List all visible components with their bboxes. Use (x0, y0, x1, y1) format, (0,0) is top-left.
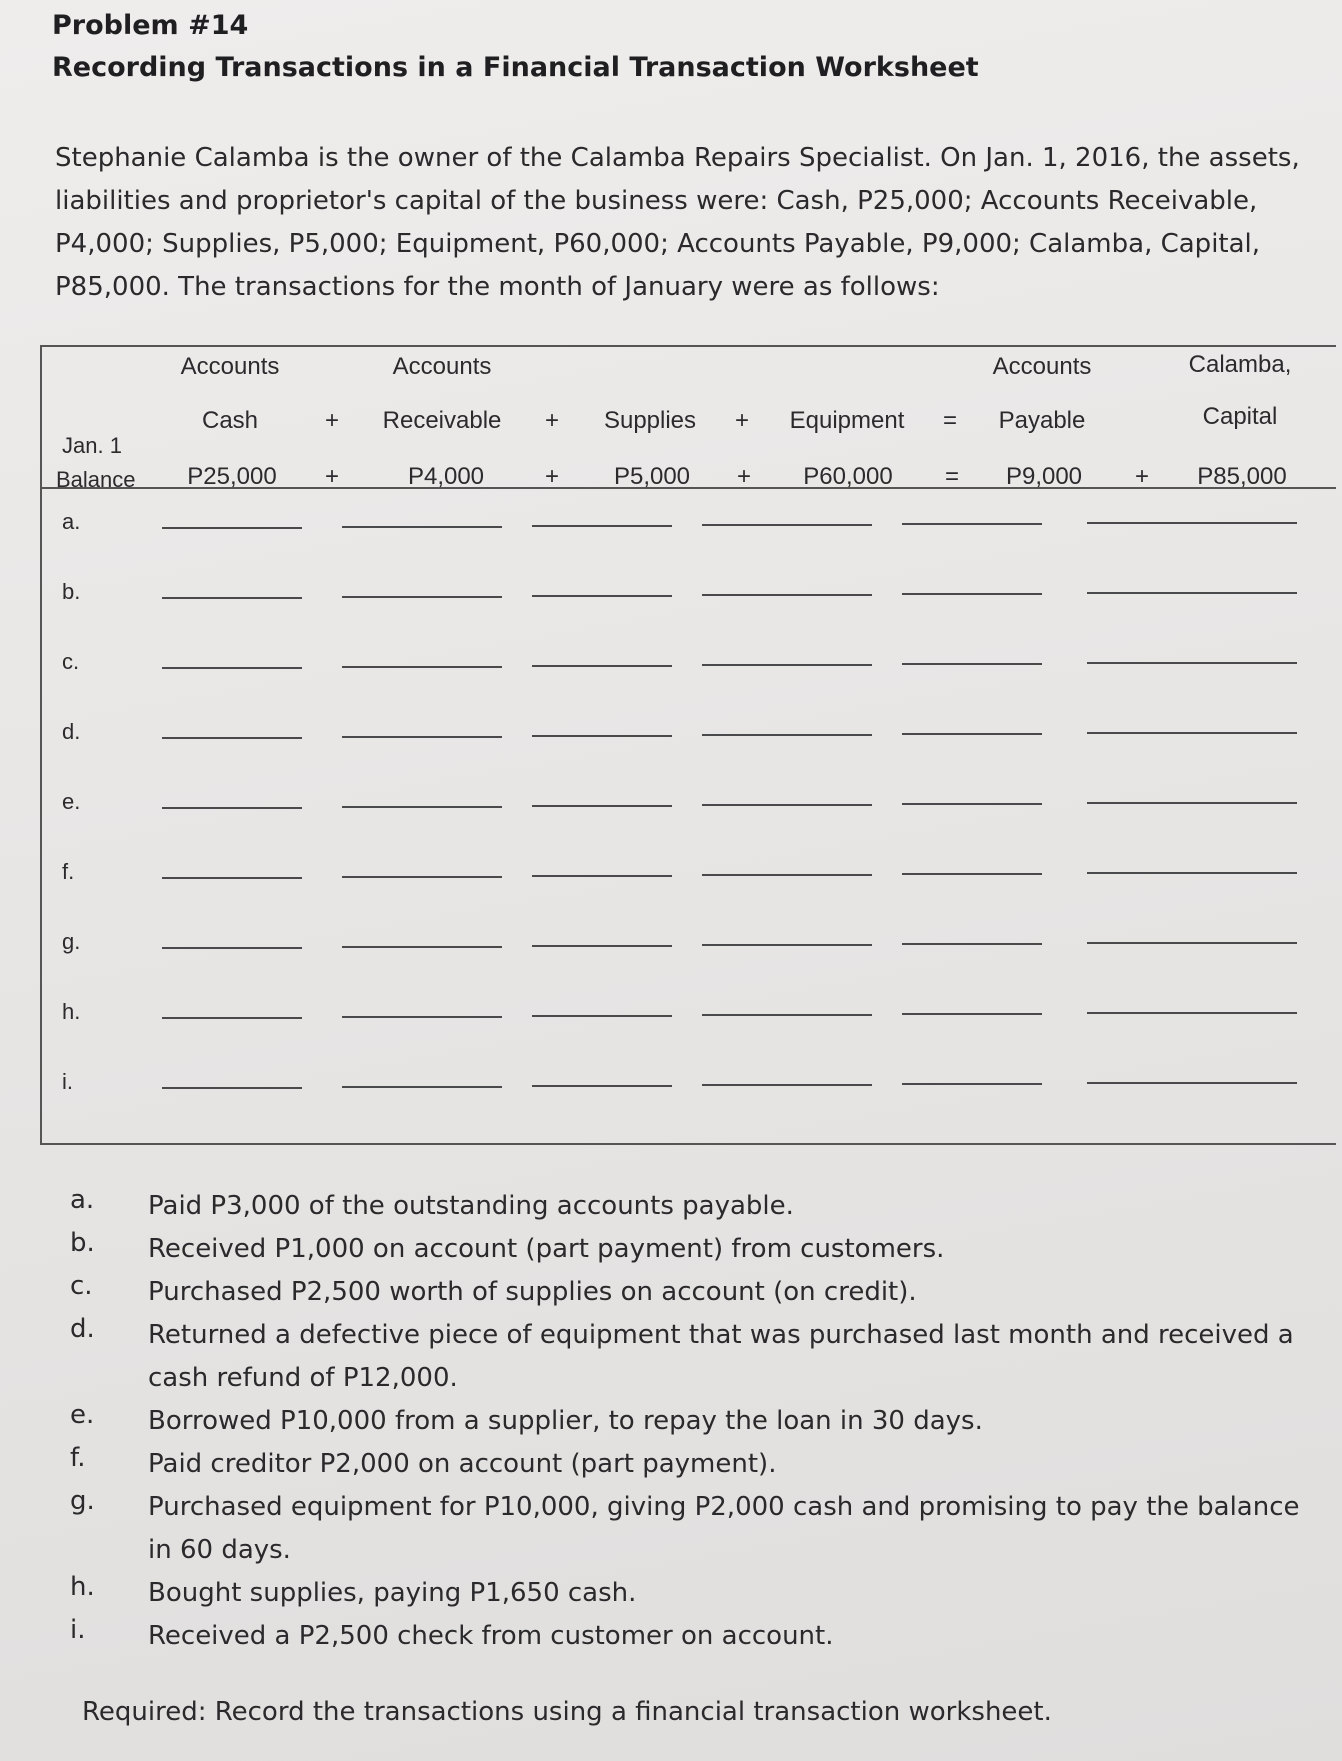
operator-equals: = (944, 463, 960, 490)
balance-capital: P85,000 (1197, 463, 1287, 490)
transaction-letter: d. (70, 1314, 95, 1344)
answer-blank-line (702, 944, 872, 946)
operator-plus: + (734, 407, 750, 434)
transaction-text: Purchased P2,500 worth of supplies on account (on credit). (148, 1277, 917, 1307)
answer-blank-line (342, 1016, 502, 1018)
answer-blank-line (532, 945, 672, 947)
balance-payable: P9,000 (1005, 463, 1083, 490)
answer-blank-line (162, 1087, 302, 1089)
row-label-h: h. (62, 999, 81, 1024)
problem-number: Problem #14 (52, 10, 249, 41)
transaction-text: Bought supplies, paying P1,650 cash. (148, 1578, 637, 1608)
answer-blank-line (342, 666, 502, 668)
balance-receivable: P4,000 (407, 463, 485, 490)
col-header-payable: Payable (998, 407, 1086, 434)
answer-blank-line (162, 807, 302, 809)
operator-equals: = (942, 407, 958, 434)
col-header-line1-receivable: Accounts (392, 353, 492, 380)
answer-blank-line (902, 1083, 1042, 1085)
transaction-letter: f. (70, 1443, 86, 1473)
transaction-text: Returned a defective piece of equipment that was purchased last month and received a cash refund of P12,000. (148, 1320, 1294, 1393)
operator-plus: + (324, 407, 340, 434)
answer-blank-line (1087, 1012, 1297, 1014)
answer-blank-line (342, 736, 502, 738)
transaction-text: Received P1,000 on account (part payment) from customers. (148, 1234, 945, 1264)
operator-plus: + (1134, 463, 1150, 490)
balance-cash: P25,000 (187, 463, 277, 490)
answer-blank-line (902, 593, 1042, 595)
answer-blank-line (162, 527, 302, 529)
balance-supplies: P5,000 (613, 463, 691, 490)
answer-blank-line (1087, 1082, 1297, 1084)
transaction-worksheet (40, 345, 1336, 1145)
answer-blank-line (342, 806, 502, 808)
transaction-letter: a. (70, 1185, 95, 1215)
answer-blank-line (162, 597, 302, 599)
answer-blank-line (1087, 592, 1297, 594)
transaction-letter: g. (70, 1486, 95, 1516)
operator-plus: + (736, 463, 752, 490)
answer-blank-line (702, 524, 872, 526)
answer-blank-line (1087, 522, 1297, 524)
answer-blank-line (902, 733, 1042, 735)
answer-blank-line (532, 665, 672, 667)
col-header-line1-capital: Calamba, (1188, 351, 1292, 378)
answer-blank-line (1087, 802, 1297, 804)
col-header-capital: Capital (1202, 403, 1278, 430)
row-label-e: e. (62, 789, 81, 814)
transaction-text: Paid creditor P2,000 on account (part payment). (148, 1449, 777, 1479)
row-label-i: i. (62, 1069, 73, 1094)
answer-blank-line (162, 667, 302, 669)
intro-text: Stephanie Calamba is the owner of the Calamba Repairs Specialist. On Jan. 1, 2016, the assets, liabilities and proprietor's capital of the business were: Cash, P25,000; Accounts Receivable, P4,000; Supplies, P5,000; Equipment, P60,000; Accounts Payable, P9,000; Calamba, Capital, P85,000. The transactions for the month of January were as follows: (55, 143, 1300, 302)
answer-blank-line (902, 663, 1042, 665)
answer-blank-line (1087, 662, 1297, 664)
required-instruction: Required: Record the transactions using a financial transaction worksheet. (82, 1697, 1052, 1727)
operator-plus: + (544, 407, 560, 434)
answer-blank-line (342, 596, 502, 598)
row-label-b: b. (62, 579, 81, 604)
answer-blank-line (902, 1013, 1042, 1015)
transaction-letter: e. (70, 1400, 95, 1430)
answer-blank-line (532, 805, 672, 807)
answer-blank-line (342, 876, 502, 878)
row-label-c: c. (62, 649, 80, 674)
operator-plus: + (324, 463, 340, 490)
answer-blank-line (342, 946, 502, 948)
answer-blank-line (532, 525, 672, 527)
answer-blank-line (342, 526, 502, 528)
row-label-f: f. (62, 859, 75, 884)
answer-blank-line (532, 875, 672, 877)
answer-blank-line (702, 804, 872, 806)
answer-blank-line (702, 874, 872, 876)
transaction-letter: i. (70, 1615, 86, 1645)
answer-blank-line (702, 1014, 872, 1016)
col-header-line1-payable: Accounts (992, 353, 1092, 380)
answer-blank-line (902, 943, 1042, 945)
transaction-letter: b. (70, 1228, 95, 1258)
row-label-d: d. (62, 719, 81, 744)
row-label-a: a. (62, 509, 81, 534)
answer-blank-line (902, 873, 1042, 875)
answer-blank-line (342, 1086, 502, 1088)
answer-blank-line (532, 595, 672, 597)
answer-blank-line (162, 737, 302, 739)
transaction-text: Borrowed P10,000 from a supplier, to repay the loan in 30 days. (148, 1406, 983, 1436)
transaction-letter: h. (70, 1572, 95, 1602)
answer-blank-line (702, 1084, 872, 1086)
answer-blank-line (1087, 732, 1297, 734)
problem-intro (55, 137, 1305, 309)
answer-blank-line (702, 594, 872, 596)
answer-blank-line (1087, 872, 1297, 874)
transaction-letter: c. (70, 1271, 93, 1301)
transaction-text: Received a P2,500 check from customer on account. (148, 1621, 834, 1651)
answer-blank-line (702, 734, 872, 736)
balance-label: Balance (56, 467, 136, 492)
transaction-text: Purchased equipment for P10,000, giving P2,000 cash and promising to pay the balance in 60 days. (148, 1492, 1300, 1565)
header-divider (42, 487, 1336, 489)
answer-blank-line (1087, 942, 1297, 944)
answer-blank-line (162, 1017, 302, 1019)
col-header-supplies: Supplies (603, 407, 697, 434)
answer-blank-line (902, 803, 1042, 805)
answer-blank-line (162, 877, 302, 879)
answer-blank-line (902, 523, 1042, 525)
page-title: Recording Transactions in a Financial Transaction Worksheet (52, 52, 979, 83)
col-header-receivable: Receivable (382, 407, 502, 434)
answer-blank-line (532, 1085, 672, 1087)
answer-blank-line (162, 947, 302, 949)
row-label-g: g. (62, 929, 81, 954)
col-header-cash: Cash (201, 407, 259, 434)
balance-equipment: P60,000 (803, 463, 893, 490)
balance-label-date: Jan. 1 (62, 433, 122, 458)
col-header-equipment: Equipment (789, 407, 905, 434)
answer-blank-line (532, 1015, 672, 1017)
col-header-line1: Accounts (180, 353, 280, 380)
answer-blank-line (702, 664, 872, 666)
operator-plus: + (544, 463, 560, 490)
transaction-text: Paid P3,000 of the outstanding accounts payable. (148, 1191, 794, 1221)
answer-blank-line (532, 735, 672, 737)
